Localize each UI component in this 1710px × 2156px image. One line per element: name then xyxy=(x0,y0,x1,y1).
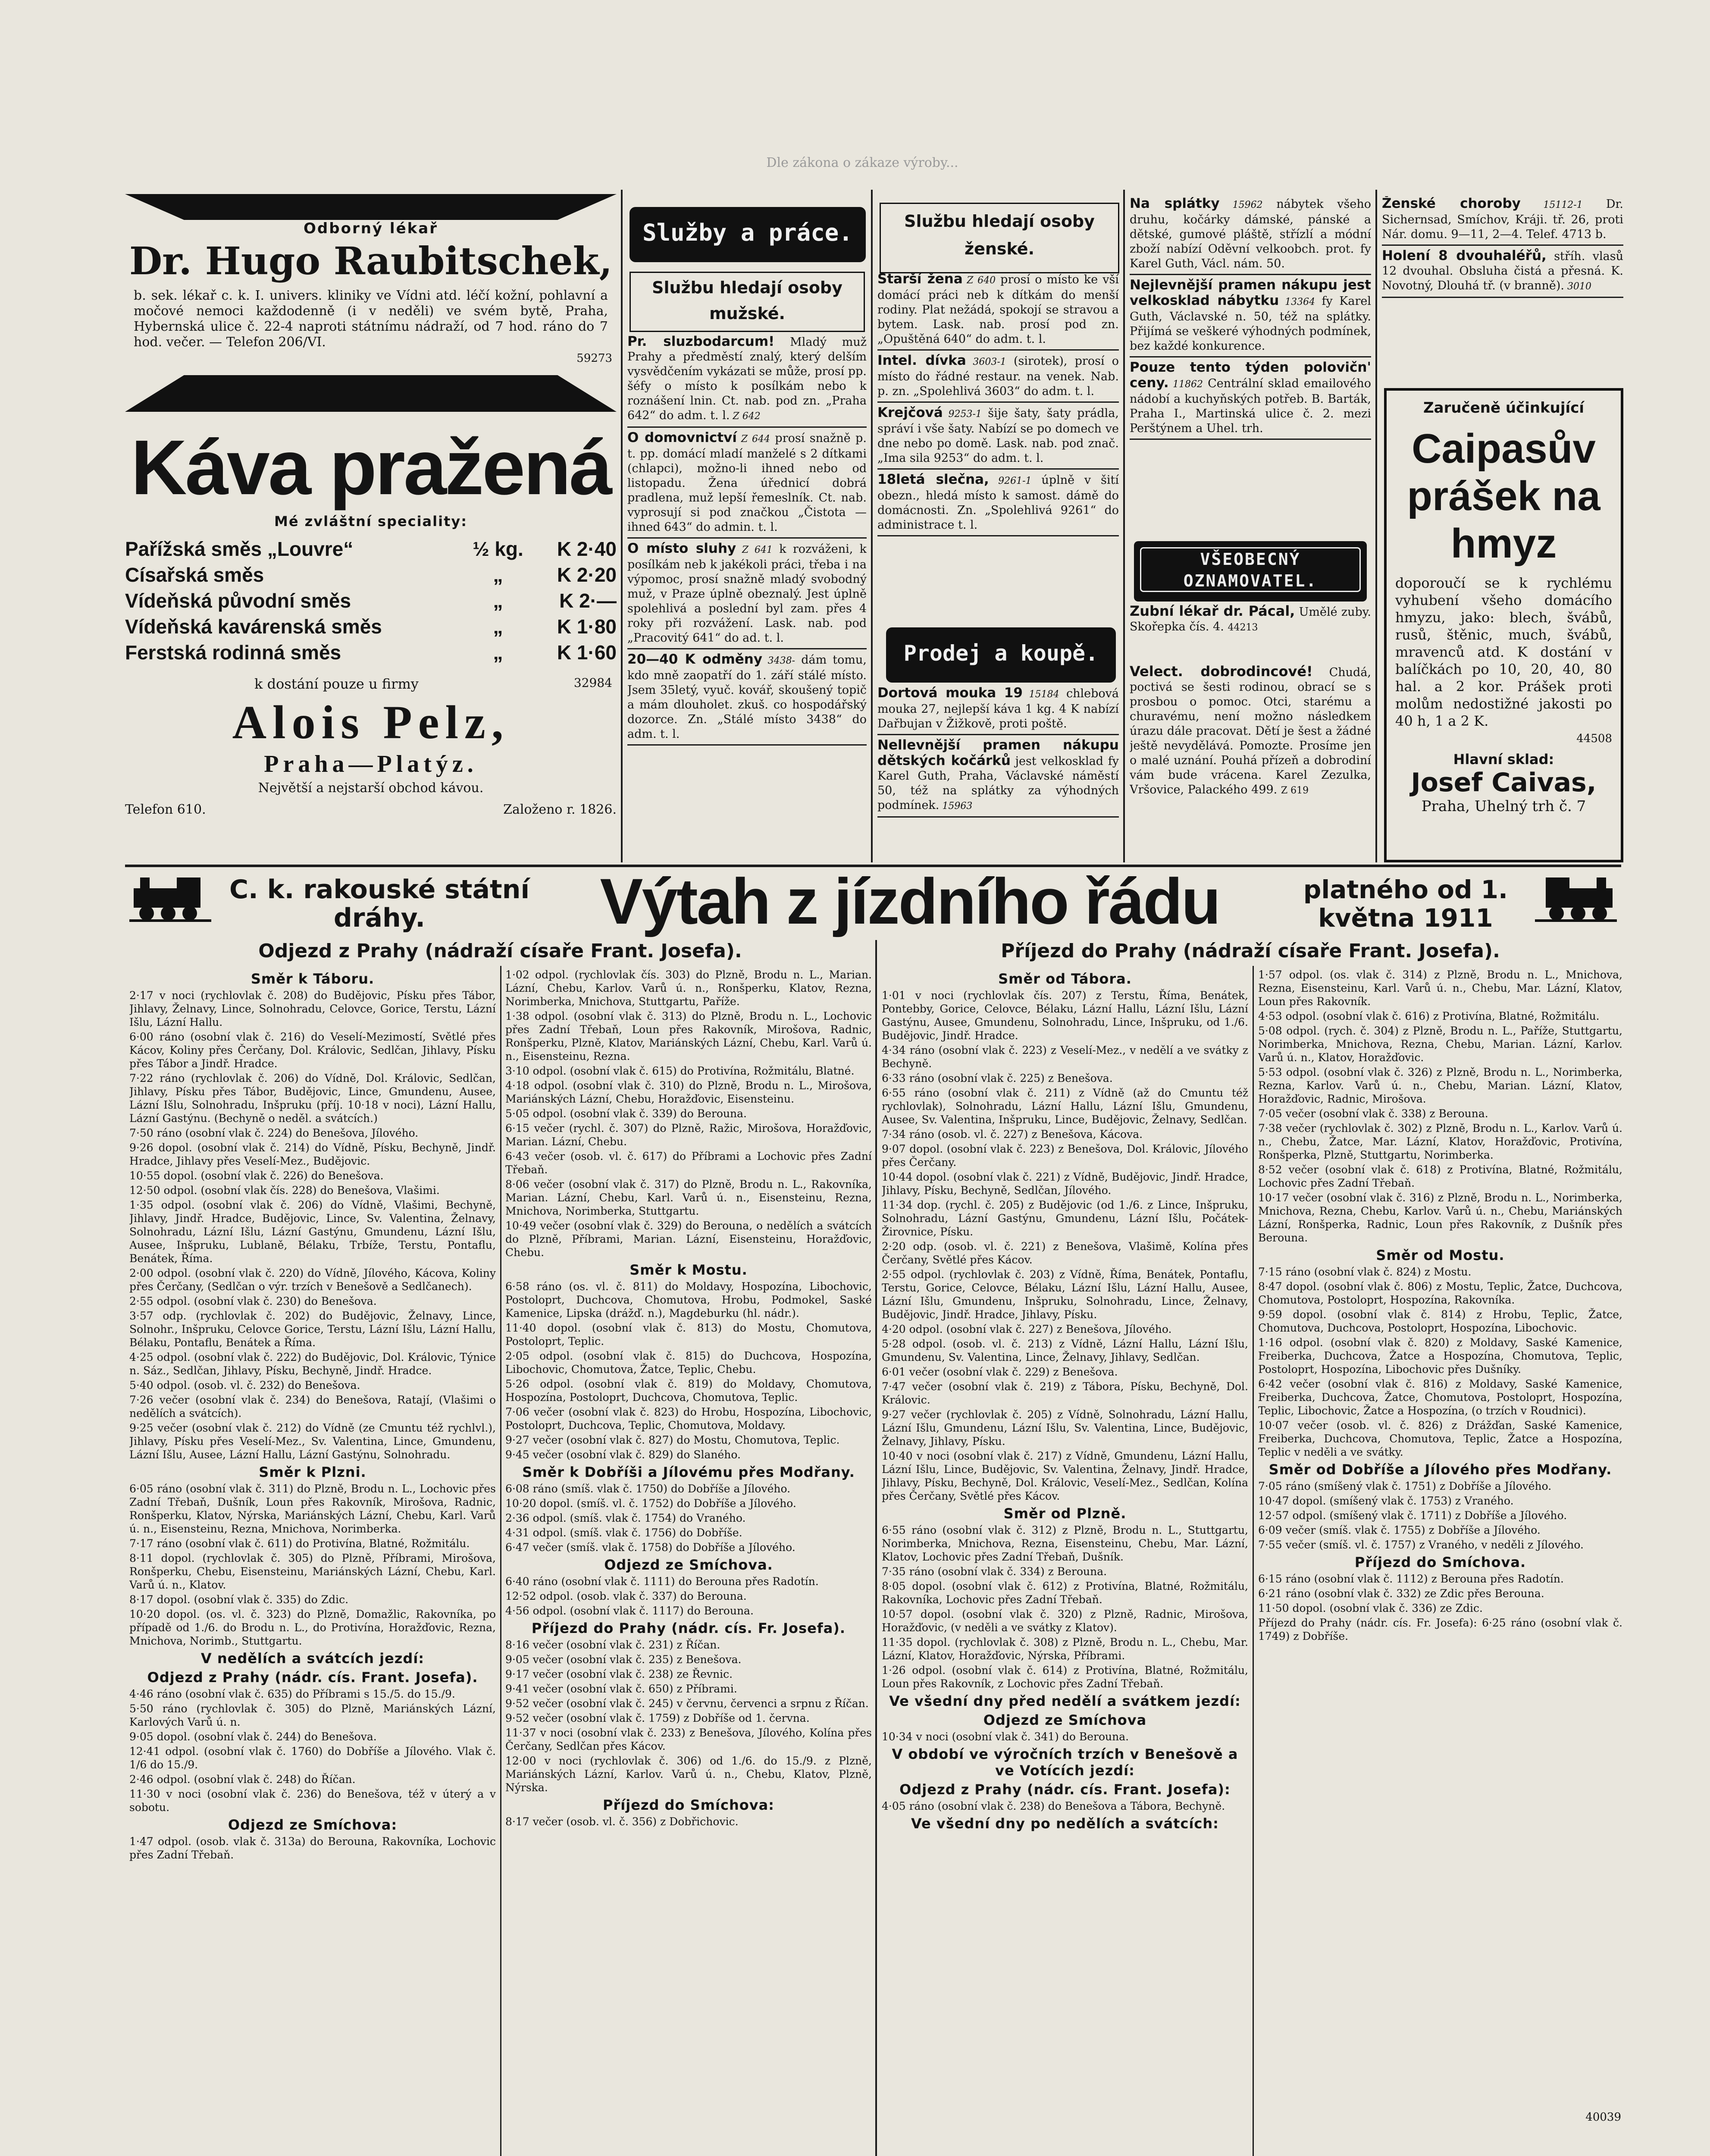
timetable-col-1 xyxy=(129,968,496,2156)
charity-title: Velect. dobrodincové! xyxy=(1130,664,1313,680)
timetable-entry: 12·52 odpol. (osob. vlak č. 337) do Berouna. xyxy=(505,1590,747,1602)
timetable-entry: 6·55 ráno (osobní vlak č. 211) z Vídně (až do Cmuntu též rychlovlak), Solnohradu, Lázní Hallu, Lázní Išlu, Gmundenu, Ausee, Sv. Valentina, Inšpruku, Lince, Budějovic, Želnavy, Sedlčan. xyxy=(882,1087,1248,1126)
coffee-item-unit: „ xyxy=(493,564,503,586)
timetable-entry: 10·20 dopol. (smíš. vl. č. 1752) do Dobříše a Jílového. xyxy=(505,1497,796,1510)
timetable-section-heading: Směr od Dobříše a Jílového přes Modřany. xyxy=(1268,1461,1612,1478)
timetable-entry: 7·34 ráno (osob. vl. č. 227) z Benešova, Kácova. xyxy=(882,1128,1143,1141)
timetable-entry: 6·00 ráno (osobní vlak č. 216) do Veselí-Mezimostí, Světlé přes Kácov, Koliny přes Čerčany, Dol. Královic, Sedlčan, Jihlavy, Písku přes Tábor a Jindř. Hradce. xyxy=(129,1031,496,1070)
timetable-section-heading: Směr od Plzně. xyxy=(1003,1505,1127,1522)
classified-entry xyxy=(1130,196,1371,271)
timetable-entry: 9·07 dopol. (osobní vlak č. 223) z Benešova, Dol. Královic, Jílového přes Čerčany. xyxy=(882,1143,1248,1169)
timetable-entry: 10·17 večer (osobní vlak č. 316) z Plzně, Brodu n. L., Norimberka, Mnichova, Rezna, Chebu, Karlov. Varů ú. n., Chebu, Mariánských Lázní, Ronšperka, Radnic, Loun přes Rakovník, z Dušník přes Berouna. xyxy=(1258,1191,1622,1244)
coffee-item-price: K 1·60 xyxy=(557,641,617,664)
timetable-entry: 8·47 dopol. (osobní vlak č. 806) z Mostu, Teplic, Žatce, Duchcova, Chomutova, Postoloprt, Hospozína, Rakovníka. xyxy=(1258,1280,1622,1306)
timetable-entry: 5·28 odpol. (osob. vl. č. 213) z Vídně, Lázní Hallu, Lázní Išlu, Gmundenu, Sv. Valentina, Lince, Želnavy, Jihlavy, Sedlčan. xyxy=(882,1338,1248,1363)
timetable-entry: 11·37 v noci (osobní vlak č. 233) z Benešova, Jílového, Kolína přes Čerčany, Sedlčan přes Kácov. xyxy=(505,1727,872,1752)
entry-title: Holení 8 dvouhaléřů, xyxy=(1382,248,1547,263)
timetable-entry: 7·35 ráno (osobní vlak č. 334) z Berouna. xyxy=(882,1565,1107,1578)
entry-divider xyxy=(877,468,1119,470)
timetable-entry: 6·58 ráno (os. vl. č. 811) do Moldavy, Hospozína, Libochovic, Postoloprt, Duchcova, Chomutova, Hrobu, Podmokel, Saské Kamenice, Lipska (drážď. n.), Magdeburku (hl. nádr.). xyxy=(505,1280,872,1319)
classified-entry xyxy=(1382,196,1623,242)
entry-text: nábytek všeho druhu, kočárky dámské, pánské a dětské, gumové pláště, střízlí a módní zboží nabízí Oděvní velkoobch. prot. fy Karel Guth, Václ. nám. 50. xyxy=(1130,197,1371,270)
timetable-entry: 6·09 večer (smíš. vlak č. 1755) z Dobříše a Jílového. xyxy=(1258,1524,1541,1536)
entry-divider xyxy=(877,401,1119,403)
timetable-entry: 9·52 večer (osobní vlak č. 245) v červnu, červenci a srpnu z Říčan. xyxy=(505,1697,869,1710)
timetable-entry: 6·43 večer (osob. vl. č. 617) do Příbrami a Lochovic přes Zadní Třebaň. xyxy=(505,1150,872,1176)
timetable-title: Výtah z jízdního řádu xyxy=(600,865,1220,937)
timetable-section-heading: Směr k Plzni. xyxy=(259,1464,366,1480)
timetable-entry: 5·50 ráno (rychlovlak č. 305) do Plzně, Mariánských Lázní, Karlových Varů ú. n. xyxy=(129,1702,496,1728)
timetable-section-heading: Směr od Tábora. xyxy=(998,971,1132,987)
timetable-entry: 6·55 ráno (osobní vlak č. 312) z Plzně, Brodu n. L., Stuttgartu, Norimberka, Mnichova, Rezna, Eisensteinu, Chebu, Mar. Lázní, Klatov, Lochovic přes Zadní Třebaň, Dušník. xyxy=(882,1524,1248,1563)
timetable-entry: 4·25 odpol. (osobní vlak č. 222) do Budějovic, Dol. Královic, Týnice n. Sáz., Sedlčan, Jihlavy, Písku, Bechyně, Jindř. Hradce. xyxy=(129,1351,496,1377)
timetable-entry: 1·01 v noci (rychlovlak čís. 207) z Terstu, Říma, Benátek, Pontebby, Gorice, Celovce, Bélaku, Lázní Hallu, Lázní Išlu, Lázní Gastýnu, Ausee, Gmundenu, Solnohradu, Lince, Inšpruku, od 1./6. Budějovic, Jindř. Hradce. xyxy=(882,989,1248,1042)
entry-title: Ženské choroby xyxy=(1382,196,1521,211)
doctor-ad-top-wedge xyxy=(125,194,617,220)
classified-entry xyxy=(877,272,1119,347)
entry-divider xyxy=(627,744,867,746)
entry-text: Dr. Sichernsad, Smíchov, Kráji. tř. 26, proti Nár. domu. 9—11, 2—4. Telef. 4713 b. xyxy=(1382,197,1623,241)
timetable-entry: 10·57 dopol. (osobní vlak č. 320) z Plzně, Radnic, Mirošova, Horažďovic, (v neděli a ve svátky z Klatov). xyxy=(882,1608,1248,1634)
jobs-subhead: Službu hledají osoby mužské. xyxy=(630,272,865,332)
classified-entry xyxy=(877,738,1119,814)
timetable-section-heading: V období ve výročních trzích v Benešově a ve Votících jezdí: xyxy=(892,1746,1238,1779)
timetable-entry: 8·17 dopol. (osobní vlak č. 335) do Zdic. xyxy=(129,1593,349,1606)
timetable-entry: 3·10 odpol. (osobní vlak č. 615) do Protivína, Rožmitálu, Blatné. xyxy=(505,1065,855,1077)
coffee-item-price: K 2·20 xyxy=(557,564,617,586)
timetable-entry: 7·47 večer (osobní vlak č. 219) z Tábora, Písku, Bechyně, Dol. Královic. xyxy=(882,1380,1248,1406)
announcer-label: VŠEOBECNÝ OZNAMOVATEL. xyxy=(1140,547,1361,592)
timetable-entry: 2·46 odpol. (osobní vlak č. 248) do Říčan. xyxy=(129,1773,356,1786)
charity-ad xyxy=(1130,664,1371,862)
timetable-entry: 2·00 odpol. (osobní vlak č. 220) do Vídně, Jílového, Kácova, Koliny přes Čerčany, (Sedlčan o výr. trzích v Benešově a Sedlčanech). xyxy=(129,1267,496,1293)
timetable-section-heading: Odjezd z Prahy (nádr. cís. Frant. Josefa). xyxy=(147,1669,478,1686)
entry-title: Nejlevnější pramen nákupu jest velkosklad nábytku xyxy=(1130,277,1371,308)
entry-title: 20—40 K odměny xyxy=(627,652,763,667)
jobs-banner: Služby a práce. xyxy=(630,207,866,262)
timetable-section-heading: Příjezd do Smíchova: xyxy=(603,1797,774,1813)
timetable-entry: 6·15 večer (rychl. č. 307) do Plzně, Ražic, Mirošova, Horažďovic, Marian. Lázní, Chebu. xyxy=(505,1122,872,1148)
announcer-box xyxy=(1134,541,1367,602)
entry-code: Z 641 xyxy=(736,545,773,555)
classified-entry xyxy=(1130,278,1371,354)
timetable-col-4 xyxy=(1258,968,1622,2156)
col4-entries xyxy=(1130,196,1371,554)
coffee-phone: Telefon 610. xyxy=(125,802,206,817)
locomotive-icon-right xyxy=(1535,871,1617,923)
divider xyxy=(875,940,877,2156)
women-entries xyxy=(877,272,1119,617)
entry-text: dám tomu, kdo mně zaopatří do 1. září stálé místo. Jsem 35letý, vyuč. kovář, skoušený topič a mám dlouholet. zkuš. co hospodářský dozorce. Zn. „Stálé místo 3438“ do adm. t. l. xyxy=(627,653,867,741)
timetable-section-heading: Příjezd do Smíchova. xyxy=(1354,1554,1526,1570)
entry-text: prosí o místo ke vší domácí práci neb k dítkám do menší rodiny. Plat nežádá, spokojí se stravou a bytem. Lask. nab. prosí pod zn. „Opuštěná 640“ do adm. t. l. xyxy=(877,273,1119,346)
coffee-item-name: Vídeňská kavárenská směs xyxy=(125,615,382,638)
rail-company: C. k. rakouské státní dráhy. xyxy=(229,875,530,933)
coffee-item-unit: ½ kg. xyxy=(473,538,523,560)
timetable-entry: 6·33 ráno (osobní vlak č. 225) z Benešova. xyxy=(882,1072,1113,1084)
coffee-founded: Založeno r. 1826. xyxy=(503,802,617,817)
timetable-entry: 2·17 v noci (rychlovlak č. 208) do Budějovic, Písku přes Tábor, Jihlavy, Želnavy, Lince, Solnohradu, Celovce, Gorice, Terstu, Lázní Išlu, Lázní Hallu. xyxy=(129,989,496,1028)
timetable-entry: 12·57 odpol. (smíšený vlak č. 1711) z Dobříše a Jílového. xyxy=(1258,1509,1567,1522)
timetable-entry: 6·15 ráno (osobní vlak č. 1112) z Berouna přes Radotín. xyxy=(1258,1573,1564,1585)
timetable-entry: 7·06 večer (osobní vlak č. 823) do Hrobu, Hospozína, Libochovic, Postoloprt, Duchcova, Teplic, Chomutova, Moldavy. xyxy=(505,1406,872,1432)
entry-divider xyxy=(1130,356,1371,357)
entry-code: 3603-1 xyxy=(966,357,1006,367)
timetable-entry: 7·22 ráno (rychlovlak č. 206) do Vídně, Dol. Královic, Sedlčan, Jihlavy, Písku přes Tábor, Budějovic, Lince, Gmundenu, Ausee, Lázní Išlu, Solnohradu, Inšpruku (příj. 10·18 v noci), Lázní Hallu, Lázní Gastýnu. (Bechyně o neděl. a svátcích.) xyxy=(129,1072,496,1125)
timetable-entry: 1·38 odpol. (osobní vlak č. 313) do Plzně, Brodu n. L., Lochovic přes Zadní Třebaň, Loun přes Rakovník, Mirošova, Radnic, Ronšperku, Plzně, Klatov, Mariánských Lázní, Chebu, Karl. Varů ú. n., Eisensteinu, Rezna. xyxy=(505,1010,872,1062)
timetable-section-heading: Směr k Dobříši a Jílovému přes Modřany. xyxy=(522,1464,855,1480)
coffee-item-unit: „ xyxy=(493,641,503,664)
timetable-section-heading: Směr od Mostu. xyxy=(1376,1247,1505,1263)
entry-divider xyxy=(1130,274,1371,275)
timetable-entry: 7·05 ráno (smíšený vlak č. 1751) z Dobříše a Jílového. xyxy=(1258,1480,1552,1492)
timetable-entry: 9·52 večer (osobní vlak č. 1759) z Dobříše od 1. června. xyxy=(505,1712,810,1724)
timetable-entry: 1·16 odpol. (osobní vlak č. 820) z Moldavy, Saské Kamenice, Freiberka, Duchcova, Žatce a Hospozína, Chomutova, Teplic, Postoloprt, Hospozína, Libochovic přes Dušníky. xyxy=(1258,1336,1622,1376)
entry-text: úplně v šití obezn., hledá místo k samost. dámě do domácnosti. Zn. „Spolehlivá 9261“ do administrace t. l. xyxy=(877,473,1119,532)
timetable-entry: 2·55 odpol. (osobní vlak č. 230) do Benešova. xyxy=(129,1295,377,1307)
timetable-entry: 9·41 večer (osobní vlak č. 650) z Příbrami. xyxy=(505,1683,737,1695)
timetable-entry: 11·34 dop. (rychl. č. 205) z Budějovic (od 1./6. z Lince, Inšpruku, Solnohradu, Lázní Gastýnu, Gmundenu, Lázní Išlu, Počátek-Žirovnice, Písku. xyxy=(882,1199,1248,1238)
timetable-entry: 7·17 ráno (osobní vlak č. 611) do Protivína, Blatné, Rožmitálu. xyxy=(129,1537,470,1550)
coffee-item-name: Ferstská rodinná směs xyxy=(125,641,341,664)
entry-title: O domovnictví xyxy=(627,430,737,445)
entry-text: Centrální sklad emailového nádobí a kuchyňských potřeb. B. Barták, Praha I., Martinská ulice č. 2. mezi Perštýnem a Uhel. trh. xyxy=(1130,377,1371,435)
timetable-entry: 4·56 odpol. (osobní vlak č. 1117) do Berouna. xyxy=(505,1604,754,1617)
timetable-section-heading: Směr k Táboru. xyxy=(251,971,375,987)
timetable-entry: 6·08 ráno (smíš. vlak č. 1750) do Dobříše a Jílového. xyxy=(505,1482,791,1495)
timetable-entry: 9·27 večer (rychlovlak č. 205) z Vídně, Solnohradu, Lázní Hallu, Lázní Išlu, Gmundenu, Lázní Išlu, Sv. Valentina, Lince, Budějovic, Želnavy, Jihlavy, Písku. xyxy=(882,1408,1248,1448)
coffee-item-name: Císařská směs xyxy=(125,564,264,586)
timetable-entry: 11·40 dopol. (osobní vlak č. 813) do Mostu, Chomutova, Postoloprt, Teplic. xyxy=(505,1322,872,1348)
timetable-entry: 8·52 večer (osobní vlak č. 618) z Protivína, Blatné, Rožmitálu, Lochovic přes Zadní Třebaň. xyxy=(1258,1163,1622,1189)
entry-code: 15184 xyxy=(1022,689,1059,700)
timetable-entry: 8·17 večer (osob. vl. č. 356) z Dobřichovic. xyxy=(505,1815,739,1828)
entry-code: 13364 xyxy=(1279,297,1315,307)
coffee-item xyxy=(125,562,617,588)
timetable-entry: 9·26 dopol. (osobní vlak č. 214) do Vídně, Písku, Bechyně, Jindř. Hradce, Jihlavy přes Veselí-Mez., Budějovic. xyxy=(129,1141,496,1167)
entry-text: jest velkosklad fy Karel Guth, Praha, Václavské náměstí 50, též na splátky za výhodných podmínek. xyxy=(877,755,1119,812)
entry-title: Nellevnější pramen nákupu dětských kočárků xyxy=(877,737,1119,768)
entry-divider xyxy=(627,648,867,649)
arrivals-heading: Příjezd do Prahy (nádraží císaře Frant. Josefa). xyxy=(1001,940,1500,962)
timetable-section-heading: V nedělích a svátcích jezdí: xyxy=(200,1650,425,1667)
coffee-item-name: Vídeňská původní směs xyxy=(125,589,351,612)
doctor-name: Dr. Hugo Raubitschek, xyxy=(129,238,613,283)
entry-divider xyxy=(877,349,1119,351)
timetable-entry: 9·05 dopol. (osobní vlak č. 244) do Benešova. xyxy=(129,1730,377,1743)
timetable-entry: 5·40 odpol. (osob. vl. č. 232) do Benešova. xyxy=(129,1379,360,1391)
coffee-price-list xyxy=(125,536,617,674)
timetable-entry: 4·05 ráno (osobní vlak č. 238) do Benešova a Tábora, Bechyně. xyxy=(882,1800,1225,1812)
timetable-entry: 6·21 ráno (osobní vlak č. 332) ze Zdic přes Berouna. xyxy=(1258,1587,1544,1600)
entry-code: 15112-1 xyxy=(1520,200,1583,210)
timetable-entry: 8·06 večer (osobní vlak č. 317) do Plzně, Brodu n. L., Rakovníka, Marian. Lázní, Chebu, Karl. Varů ú. n., Eisensteinu, Rezna, Mnichova, Norimberka, Stuttgartu. xyxy=(505,1178,872,1217)
timetable-entry: 7·05 večer (osobní vlak č. 338) z Berouna. xyxy=(1258,1107,1488,1120)
coffee-firm: Alois Pelz, xyxy=(232,696,510,749)
entry-title: 18letá slečna, xyxy=(877,472,989,487)
timetable-entry: 11·30 v noci (osobní vlak č. 236) do Benešova, též v úterý a v sobotu. xyxy=(129,1788,496,1814)
coffee-note-code: 32984 xyxy=(573,676,612,690)
classified-entry xyxy=(877,405,1119,466)
timetable-entry: 6·01 večer (osobní vlak č. 229) z Benešova. xyxy=(882,1366,1118,1378)
entry-text: fy Karel Guth, Václavské n. 50, též na splátky. Přijímá se veškeré výhodných podmínek, bez každé konkurence. xyxy=(1130,295,1371,353)
timetable-entry: 4·31 odpol. (smíš. vlak č. 1756) do Dobříše. xyxy=(505,1526,742,1539)
timetable-section-heading: Ve všední dny před nedělí a svátkem jezdí: xyxy=(889,1693,1241,1709)
entry-text: (sirotek), prosí o místo do řádné restaur. na venek. Nab. p. zn. „Spolehlivá 3603“ do adm. t. l. xyxy=(877,354,1119,398)
entry-code: 11862 xyxy=(1168,379,1203,390)
classified-entry xyxy=(627,652,867,742)
timetable-entry: 7·50 ráno (osobní vlak č. 224) do Benešova, Jílového. xyxy=(129,1127,419,1139)
timetable-entry: 7·15 ráno (osobní vlak č. 824) z Mostu. xyxy=(1258,1266,1472,1278)
timetable-section-heading: Ve všední dny po nedělích a svátcích: xyxy=(911,1815,1219,1832)
timetable-entry: 4·34 ráno (osobní vlak č. 223) z Veselí-Mez., v nedělí a ve svátky z Bechyně. xyxy=(882,1044,1248,1070)
timetable-entry: 6·40 ráno (osobní vlak č. 1111) do Berouna přes Radotín. xyxy=(505,1575,819,1588)
dentist-code: 44213 xyxy=(1228,622,1258,633)
entry-divider xyxy=(627,426,867,428)
caipas-address: Praha, Uhelný trh č. 7 xyxy=(1421,798,1586,815)
classified-entry xyxy=(627,541,867,646)
timetable-entry: 1·02 odpol. (rychlovlak čís. 303) do Plzně, Brodu n. L., Marian. Lázní, Chebu, Karlov. Varů ú. n., Ronšperku, Klatov, Rezna, Norimberka, Mnichova, Stuttgartu, Paříže. xyxy=(505,968,872,1008)
dentist-title: Zubní lékař dr. Pácal, xyxy=(1130,604,1295,619)
entry-divider xyxy=(877,734,1119,735)
classified-entry xyxy=(877,472,1119,533)
coffee-item-price: K 2·40 xyxy=(557,538,617,560)
timetable-entry: 2·20 odp. (osob. vl. č. 221) z Benešova, Vlašimě, Kolína přes Čerčany, Světlé přes Kácov. xyxy=(882,1240,1248,1266)
timetable-col-3 xyxy=(882,968,1248,2156)
entry-divider xyxy=(877,535,1119,536)
coffee-item xyxy=(125,614,617,639)
timetable-section-heading: Odjezd ze Smíchova. xyxy=(604,1557,773,1573)
doctor-code: 59273 xyxy=(576,352,612,365)
entry-title: Starší žena xyxy=(877,272,963,287)
entry-text: prosí snažně p. t. pp. domácí mladí manželé s 2 dítkami (chlapci), možno-li ihned nebo od listopadu. Žena úřednicí dobrá pradlena, muž lepší řemeslník. Ct. nab. vyprosují si pod značkou „Čistota — ihned 643“ do admin. t. l. xyxy=(627,432,867,534)
timetable-entry: 11·50 dopol. (osobní vlak č. 336) ze Zdic. xyxy=(1258,1602,1483,1614)
sale-banner: Prodej a koupě. xyxy=(886,627,1116,683)
entry-title: Pouze tento týden polovičn' ceny. xyxy=(1130,360,1371,391)
classified-entry xyxy=(1130,360,1371,436)
entry-ref: 3010 xyxy=(1564,281,1591,292)
timetable-section-heading: Odjezd z Prahy (nádr. cís. Frant. Josefa): xyxy=(899,1781,1231,1798)
entry-code: Z 644 xyxy=(737,434,770,445)
doctor-body: b. sek. lékař c. k. I. univers. kliniky ve Vídni atd. léčí kožní, pohlavní a močové nemoci každodenně (i v neděli) ve svém bytě, Praha, Hybernská ulice č. 22-4 naproti státnímu nádraží, od 7 hod. ráno do 7 hod. večer. — Telefon 206/VI. xyxy=(134,288,608,350)
coffee-item xyxy=(125,639,617,665)
entry-title: Pr. sluzbodarcum! xyxy=(627,334,775,349)
entry-title: Krejčová xyxy=(877,405,943,420)
timetable-entry: 5·05 odpol. (osobní vlak č. 339) do Berouna. xyxy=(505,1107,747,1120)
entry-divider xyxy=(1382,297,1623,298)
timetable-entry: 2·05 odpol. (osobní vlak č. 815) do Duchcova, Hospozína, Libochovic, Chomutova, Žatce, Teplic, Chebu. xyxy=(505,1350,872,1376)
classified-entry xyxy=(627,430,867,535)
entry-ref: 15963 xyxy=(939,801,973,812)
timetable-valid: platného od 1. května 1911 xyxy=(1303,875,1508,933)
coffee-item-name: Pařížská směs „Louvre“ xyxy=(125,538,354,560)
divider xyxy=(871,190,873,862)
coffee-item xyxy=(125,588,617,614)
timetable-entry: 6·05 ráno (osobní vlak č. 311) do Plzně, Brodu n. L., Lochovic přes Zadní Třebaň, Dušník, Loun přes Rakovník, Mirošova, Radnic, Ronšperku, Klatov, Nýrska, Mariánských Lázní, Chebu, Karl. Varů ú. n., Eisensteinu, Rezna, Mnichova, Norimberka. xyxy=(129,1482,496,1535)
entry-text: k rozváženi, k posílkám neb k jakékoli práci, třeba i na výpomoc, prosí snažně mladý svobodný muž, v Praze úplně obeznalý. Jest úplně spolehlivá a poslední byl zam. přes 4 roky při rozvážení. Lask. nab. pod „Pracovitý 641“ do ad. t. l. xyxy=(627,542,867,645)
timetable-entry: 10·07 večer (osob. vl. č. 826) z Drážďan, Saské Kamenice, Freiberka, Duchcova, Chomutova, Teplic, Žatce a Hospozína, Teplic v neděli a ve svátky. xyxy=(1258,1419,1622,1458)
timetable-entry: 5·26 odpol. (osobní vlak č. 819) do Moldavy, Chomutova, Hospozína, Postoloprt, Duchcova, Chomutova, Teplic. xyxy=(505,1378,872,1404)
entry-text: chlebová mouka 27, nejlepší káva 1 kg. 4 K nabízí Dařbujan v Žižkově, proti poště. xyxy=(877,687,1119,730)
timetable-entry: 9·05 večer (osobní vlak č. 235) z Benešova. xyxy=(505,1653,742,1666)
caipas-owner: Josef Caivas, xyxy=(1411,768,1597,798)
divider xyxy=(621,190,623,862)
classified-entry xyxy=(1382,248,1623,294)
timetable-entry: 7·38 večer (rychlovlak č. 302) z Plzně, Brodu n. L., Karlov. Varů ú. n., Chebu, Žatce, Mar. Lázní, Klatov, Horažďovic, Protivína, Ronšperka, Plzně, Stuttgartu, Norimberka. xyxy=(1258,1122,1622,1161)
coffee-note: k dostání pouze u firmy xyxy=(254,676,419,692)
timetable-entry: 6·42 večer (osobní vlak č. 816) z Moldavy, Saské Kamenice, Freiberka, Duchcova, Žatce, Chomutova, Postoloprt, Hospozína, Teplic, Libochovic, Žatce a Hospozína, (o trzích v Roudnici). xyxy=(1258,1378,1622,1417)
entry-title: Dortová mouka 19 xyxy=(877,686,1023,701)
coffee-city: Praha—Platýz. xyxy=(264,751,478,777)
timetable-entry: 4·18 odpol. (osobní vlak č. 310) do Plzně, Brodu n. L., Mirošova, Mariánských Lázní, Chebu, Horažďovic, Eisensteinu. xyxy=(505,1079,872,1105)
entry-title: Intel. dívka xyxy=(877,353,966,368)
coffee-item-unit: „ xyxy=(493,615,503,638)
timetable-entry: 1·57 odpol. (os. vlak č. 314) z Plzně, Brodu n. L., Mnichova, Rezna, Eisensteinu, Karl. Varů ú. n., Chebu, Mar. Lázní, Klatov, Loun přes Rakovník. xyxy=(1258,968,1622,1008)
dentist-text: Umělé zuby. Skořepka čís. 4. xyxy=(1130,605,1371,633)
entry-code: 3438- xyxy=(762,655,795,666)
coffee-item-price: K 2·— xyxy=(559,589,617,612)
timetable-entry: 12·41 odpol. (osobní vlak č. 1760) do Dobříše a Jílového. Vlak č. 1/6 do 15./9. xyxy=(129,1745,496,1771)
timetable-entry: 4·20 odpol. (osobní vlak č. 227) z Benešova, Jílového. xyxy=(882,1323,1172,1335)
faded-header: Dle zákona o zákaze výroby... xyxy=(766,155,958,170)
timetable-entry: 9·27 večer (osobní vlak č. 827) do Mostu, Chomutova, Teplic. xyxy=(505,1434,840,1446)
entry-divider xyxy=(627,537,867,539)
timetable-entry: 12·00 v noci (rychlovlak č. 306) od 1./6. do 15./9. z Plzně, Mariánských Lázní, Karlov. Varů ú. n., Chebu, Klatov, Plzně, Nýrska. xyxy=(505,1755,872,1794)
timetable-entry: 8·05 dopol. (osobní vlak č. 612) z Protivína, Blatné, Rožmitálu, Rakovníka, Lochovic přes Zadní Třebaň. xyxy=(882,1580,1248,1606)
doctor-ad xyxy=(125,194,617,418)
timetable-entry: 3·57 odp. (rychlovlak č. 202) do Budějovic, Želnavy, Lince, Solnohr., Inšpruku, Celovce Gorice, Terstu, Lázní Išlu, Lázní Hallu, Bélaku, Pontaflu, Benátek a Říma. xyxy=(129,1310,496,1349)
caipas-text: doporoučí se k rychlému vyhubení všeho domácího hmyzu, jako: blech, švábů, rusů, štěnic, much, švábů, mravenců atd. K dostání v balíčkách po 10, 20, 40, 80 hal. a 2 kor. Prášek proti molům nedostižné jakosti po 40 h, 1 a 2 K. xyxy=(1395,575,1612,729)
entry-title: Na splátky xyxy=(1130,196,1220,211)
entry-divider xyxy=(877,816,1119,818)
timetable-entry: 1·47 odpol. (osob. vlak č. 313a) do Berouna, Rakovníka, Lochovic přes Zadní Třebaň. xyxy=(129,1835,496,1861)
divider xyxy=(1253,966,1254,2156)
timetable-entry: 8·11 dopol. (rychlovlak č. 305) do Plzně, Příbrami, Mirošova, Ronšperku, Chebu, Eisensteinu, Mariánských Lázní, Chebu, Karl. Varů ú. n., Klatov. xyxy=(129,1552,496,1591)
timetable-section-heading: Směr k Mostu. xyxy=(630,1262,748,1278)
timetable-code: 40039 xyxy=(1585,2111,1621,2124)
timetable-entry: 5·53 odpol. (osobní vlak č. 326) z Plzně, Brodu n. L., Norimberka, Rezna, Karlov. Varů ú. n., Chebu, Marian. Lázní, Klatov, Horažďovic, Radnic, Mirošova. xyxy=(1258,1066,1622,1105)
timetable-entry: 8·16 večer (osobní vlak č. 231) z Říčan. xyxy=(505,1639,720,1651)
entry-code: Z 640 xyxy=(962,275,996,286)
entry-code: 9253-1 xyxy=(943,409,982,420)
timetable-col-2 xyxy=(505,968,872,2156)
entry-title: O místo sluhy xyxy=(627,541,736,556)
coffee-tagline: Největší a nejstarší obchod kávou. xyxy=(258,780,484,796)
coffee-item xyxy=(125,536,617,562)
timetable-section-heading: Odjezd ze Smíchova: xyxy=(228,1817,398,1833)
departures-heading: Odjezd z Prahy (nádraží císaře Frant. Josefa). xyxy=(258,940,742,962)
timetable-entry: Příjezd do Prahy (nádr. cís. Fr. Josefa): 6·25 ráno (osobní vlak č. 1749) z Dobříše. xyxy=(1258,1617,1622,1642)
charity-code: Z 619 xyxy=(1281,785,1309,796)
dentist-ad xyxy=(1130,604,1371,664)
caipas-store: Hlavní sklad: xyxy=(1453,751,1554,768)
timetable-entry: 2·36 odpol. (smíš. vlak č. 1754) do Vraného. xyxy=(505,1512,746,1524)
timetable-entry: 7·55 večer (smíš. vl. č. 1757) z Vraného, v neděli z Jílového. xyxy=(1258,1539,1584,1551)
caipas-title: Caipasův prášek na hmyz xyxy=(1407,426,1600,567)
timetable-entry: 9·59 dopol. (osobní vlak č. 814) z Hrobu, Teplic, Žatce, Chomutova, Duchcova, Postoloprt, Hospozína, Libochovic. xyxy=(1258,1308,1622,1334)
caipas-warranty: Zaručeně účinkující xyxy=(1423,399,1585,417)
coffee-item-price: K 1·80 xyxy=(557,615,617,638)
timetable-entry: 9·25 večer (osobní vlak č. 212) do Vídně (ze Cmuntu též rychlvl.), Jihlavy, Písku přes Veselí-Mez., Sv. Valentina, Lince, Gmundenu, Lázní Išlu, Ausee, Lázní Hallu, Lázní Gastýnu, Solnohradu. xyxy=(129,1422,496,1461)
timetable-entry: 6·47 večer (smíš. vlak č. 1758) do Dobříše a Jílového. xyxy=(505,1541,795,1554)
timetable-entry: 11·35 dopol. (rychlovlak č. 308) z Plzně, Brodu n. L., Chebu, Mar. Lázní, Klatov, Horažďovic, Nýrska, Příbrami. xyxy=(882,1636,1248,1662)
classified-entry xyxy=(877,686,1119,731)
timetable-entry: 9·45 večer (osobní vlak č. 829) do Slaného. xyxy=(505,1448,741,1461)
charity-text: Chudá, poctivá se šesti rodinou, obrací se s prosbou o pomoc. Otci, starému a churavému, není možno následkem úrazu dále pracovat. Dětí je šest a žádné ještě nevydělává. Pomozte. Prosíme jen o malé uznání. Pouhá přízeň a dobrodiní vám bude vrácena. Karel Zezulka, Vršovice, Palackého 499. xyxy=(1130,666,1371,796)
timetable-entry: 9·17 večer (osobní vlak č. 238) ze Řevnic. xyxy=(505,1668,733,1680)
divider xyxy=(1123,190,1125,862)
entry-text: stříh. vlasů 12 dvouhal. Obsluha čistá a přesná. K. Novotný, Dlouhá tř. (v branně). xyxy=(1382,250,1623,292)
timetable-section-heading: Odjezd ze Smíchova xyxy=(983,1712,1147,1728)
timetable-entry: 1·35 odpol. (osobní vlak č. 206) do Vídně, Vlašimi, Bechyně, Jihlavy, Jindř. Hradce, Budějovic, Lince, Sv. Valentina, Želnavy, Solnohradu, Lázní Išlu, Lázní Gastýnu, Gmundenu, Lázní Išlu, Ausee, Inšpruku, Lublaně, Bélaku, Trbíže, Terstu, Pontaflu, Benátek, Říma. xyxy=(129,1199,496,1265)
timetable-entry: 10·44 dopol. (osobní vlak č. 221) z Vídně, Budějovic, Jindř. Hradce, Jihlavy, Písku, Bechyně, Sedlčan, Jílového. xyxy=(882,1171,1248,1197)
classified-entry xyxy=(627,334,867,424)
doctor-heading: Odborný lékař xyxy=(304,220,438,237)
entry-divider xyxy=(1382,244,1623,246)
col5-ads xyxy=(1382,196,1623,412)
coffee-ad xyxy=(125,425,617,860)
entry-code: 9261-1 xyxy=(989,476,1032,486)
entry-text: šije šaty, šaty prádla, správí i vše šaty. Nabízí se po domech ve dne nebo po domě. Lask. nab. pod znač. „Ima sila 9253“ do adm. t. l. xyxy=(877,407,1119,465)
timetable-entry: 4·53 odpol. (osobní vlak č. 616) z Protivína, Blatné, Rožmitálu. xyxy=(1258,1010,1600,1022)
women-subhead: Službu hledají osoby ženské. xyxy=(880,203,1119,273)
jobs-entries xyxy=(627,334,867,858)
timetable-entry: 10·20 dopol. (os. vl. č. 323) do Plzně, Domažlic, Rakovníka, po případě od 1./6. do Brodu n. L., do Protivína, Horažďovic, Rezna, Mnichova, Norimb., Stuttgartu. xyxy=(129,1608,496,1647)
coffee-title: Káva pražená xyxy=(131,425,611,511)
timetable-entry: 10·47 dopol. (smíšený vlak č. 1753) z Vraného. xyxy=(1258,1495,1514,1507)
divider xyxy=(1375,190,1377,862)
timetable-entry: 10·34 v noci (osobní vlak č. 341) do Berouna. xyxy=(882,1730,1129,1743)
timetable-entry: 10·40 v noci (osobní vlak č. 217) z Vídně, Gmundenu, Lázní Hallu, Lázní Išlu, Lince, Budějovic, Sv. Valentina, Želnavy, Jindř. Hradce, Jihlavy, Písku, Bechyně, Dol. Královic, Veselí-Mez., Sedlčan, Kolína přes Čerčany, Světlé přes Kácov. xyxy=(882,1450,1248,1502)
timetable-entry: 12·50 odpol. (osobní vlak čís. 228) do Benešova, Vlašimi. xyxy=(129,1184,440,1197)
locomotive-icon-left xyxy=(129,871,211,923)
divider xyxy=(500,966,501,2156)
coffee-subtitle: Mé zvláštní speciality: xyxy=(274,513,468,530)
entry-divider xyxy=(1130,439,1371,440)
timetable-entry: 4·46 ráno (osobní vlak č. 635) do Příbrami s 15./5. do 15./9. xyxy=(129,1688,455,1700)
entry-ref: Z 642 xyxy=(730,411,761,422)
sale-entries xyxy=(877,686,1119,862)
entry-code: 15962 xyxy=(1219,200,1263,210)
entry-text: Mladý muž Prahy a předměstí znalý, který delším vysvědčením vykázati se může, prosí pp. šéfy o místo k posílkám nebo k roznášení lnin. Ct. nab. pod zn. „Praha 642“ do adm. t. l. xyxy=(627,335,867,422)
coffee-item-unit: „ xyxy=(493,589,503,612)
timetable-entry: 2·55 odpol. (rychlovlak č. 203) z Vídně, Říma, Benátek, Pontaflu, Terstu, Gorice, Celovce, Bélaku, Lázní Išlu, Lázní Hallu, Ausee, Lázní Išlu, Gmundenu, Inšpruku, Solnohradu, Lince, Želnavy, Budějovic, Jindř. Hradce, Jihlavy, Písku. xyxy=(882,1268,1248,1321)
timetable-entry: 10·49 večer (osobní vlak č. 329) do Berouna, o nedělích a svátcích do Plzně, Příbrami, Marian. Lázní, Eisensteinu, Horažďovic, Chebu. xyxy=(505,1219,872,1259)
timetable-entry: 5·08 odpol. (rych. č. 304) z Plzně, Brodu n. L., Paříže, Stuttgartu, Norimberka, Mnichova, Rezna, Chebu, Marian. Lázní, Karlov. Varů ú. n., Klatov, Horažďovic. xyxy=(1258,1025,1622,1064)
timetable-entry: 7·26 večer (osobní vlak č. 234) do Benešova, Ratají, (Vlašimi o nedělích a svátcích). xyxy=(129,1394,496,1420)
timetable-entry: 10·55 dopol. (osobní vlak č. 226) do Benešova. xyxy=(129,1169,384,1182)
caipas-ad xyxy=(1384,388,1623,862)
doctor-ad-bottom-wedge xyxy=(125,375,617,412)
classified-entry xyxy=(877,353,1119,399)
timetable-section-heading: Příjezd do Prahy (nádr. cís. Fr. Josefa). xyxy=(531,1620,846,1636)
caipas-code: 44508 xyxy=(1576,732,1612,745)
timetable-entry: 1·26 odpol. (osobní vlak č. 614) z Protivína, Blatné, Rožmitálu, Loun přes Rakovník, z Lochovic přes Zadní Třebaň. xyxy=(882,1664,1248,1690)
